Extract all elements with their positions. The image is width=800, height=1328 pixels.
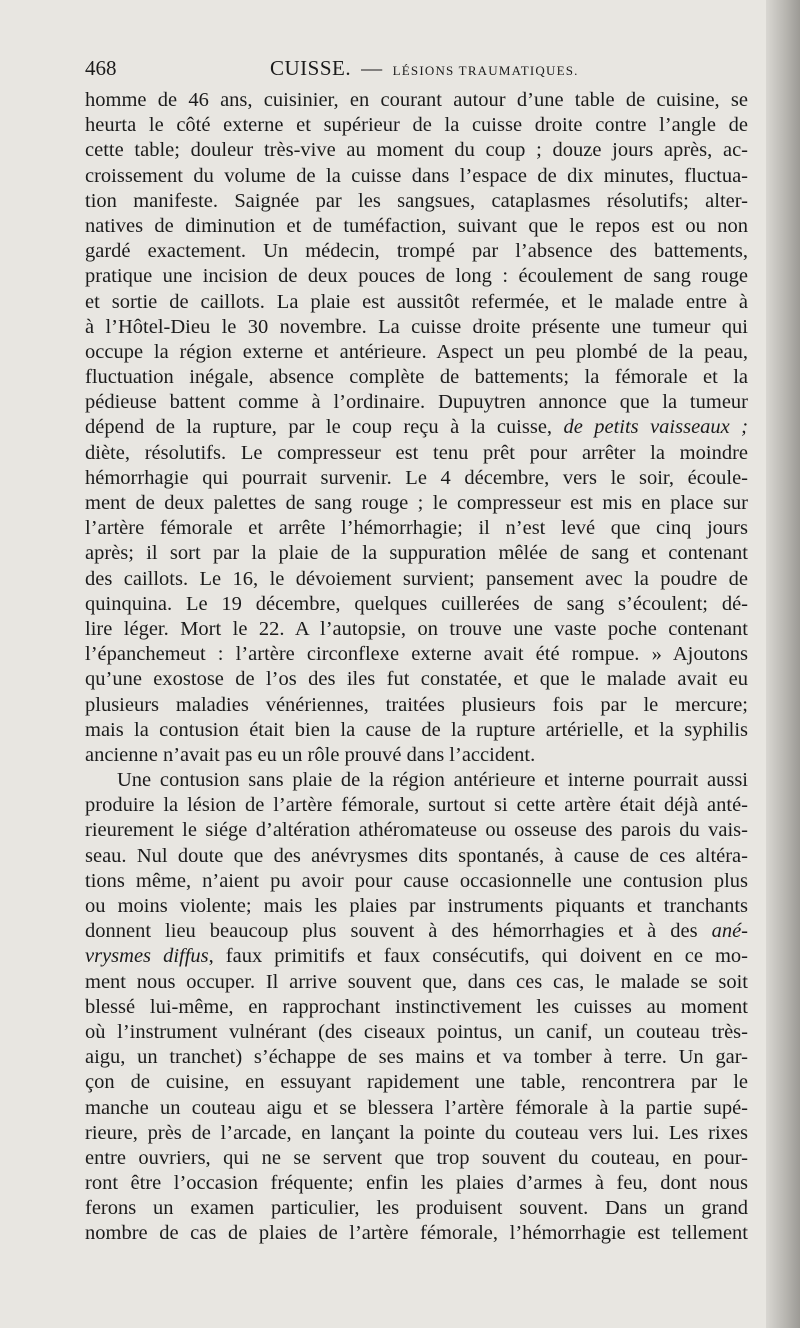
text-line: rieure, près de l’arcade, en lançant la pointe du couteau vers lui. Les rixes: [85, 1121, 748, 1144]
text-run: , faux primitifs et faux consécutifs, qui doivent en ce mo-: [208, 945, 748, 968]
text-line: cette table; douleur très-vive au moment du coup ; douze jours après, ac-: [85, 139, 748, 162]
text-line: à l’Hôtel-Dieu le 30 novembre. La cuisse droite présente une tumeur qui: [85, 315, 748, 338]
text-line: [85, 415, 748, 440]
text-line: ront être l’occasion fréquente; enfin les plaies d’armes à feu, dont nous: [85, 1172, 748, 1195]
text-line: ancienne n’avait pas eu un rôle prouvé dans l’accident.: [85, 743, 536, 766]
running-title-main: CUISSE.: [270, 56, 352, 80]
running-title: [270, 56, 579, 81]
text-line: ment de deux palettes de sang rouge ; le compresseur est mis en place sur: [85, 492, 748, 514]
text-line: occupe la région externe et antérieure. Aspect un peu plombé de la peau,: [85, 340, 748, 363]
text-line: pratique une incision de deux pouces de long : écoulement de sang rouge: [85, 265, 748, 288]
italic-run: de petits vaisseaux ;: [563, 416, 748, 439]
italic-run: vrysmes diffus: [85, 945, 209, 968]
text-line: natives de diminution et de tuméfaction, suivant que le repos est ou non: [85, 214, 748, 237]
text-line: rieurement le siége d’altération athéromateuse ou osseuse des parois du vais-: [85, 819, 748, 842]
text-line: où l’instrument vulnérant (des ciseaux pointus, un canif, un couteau très-: [85, 1020, 748, 1043]
text-line: après; il sort par la plaie de la suppuration mêlée de sang et contenant: [85, 542, 748, 565]
body-text: [85, 88, 748, 1247]
italic-run: ané-: [711, 920, 748, 943]
page-number: 468: [85, 56, 117, 80]
text-line: mais la contusion était bien la cause de la rupture artérielle, et la syphilis: [85, 718, 748, 741]
text-line: blessé lui-même, en rapprochant instinctivement les cuisses au moment: [85, 995, 748, 1018]
text-line: lire léger. Mort le 22. A l’autopsie, on trouve une vaste poche contenant: [85, 617, 748, 640]
text-line: l’artère fémorale et arrête l’hémorrhagie; il n’est levé que cinq jours: [85, 517, 748, 540]
text-line: fluctuation inégale, absence complète de battements; la fémorale et la: [85, 366, 748, 389]
text-line: ferons un examen particulier, les produisent souvent. Dans un grand: [85, 1197, 748, 1220]
text-line: qu’une exostose de l’os des iles fut constatée, et que le malade avait eu: [85, 668, 748, 691]
text-run: donnent lieu beaucoup plus souvent à des hémorrhagies et à des: [85, 920, 712, 943]
text-run: dépend de la rupture, par le coup reçu à la cuisse,: [85, 416, 564, 439]
text-line: pédieuse battent comme à l’ordinaire. Dupuytren annonce que la tumeur: [85, 391, 748, 414]
text-line: ou moins violente; mais les plaies par instruments piquants et tranchants: [85, 895, 748, 917]
text-line: [85, 919, 748, 944]
text-line: croissement du volume de la cuisse dans l’espace de dix minutes, fluctua-: [85, 164, 748, 187]
text-line: produire la lésion de l’artère fémorale, surtout si cette artère était déjà anté-: [85, 794, 748, 817]
text-line: Une contusion sans plaie de la région antérieure et interne pourrait aussi: [117, 769, 748, 792]
text-line: ment nous occuper. Il arrive souvent que, dans ces cas, le malade se soit: [85, 970, 748, 993]
page-edge-shadow: [766, 0, 800, 1328]
text-line: plusieurs maladies vénériennes, traitées plusieurs fois par le mercure;: [85, 693, 748, 716]
text-line: tions même, n’aient pu avoir pour cause occasionnelle une contusion plus: [85, 869, 748, 892]
text-line: quinquina. Le 19 décembre, quelques cuillerées de sang s’écoulent; dé-: [85, 592, 748, 615]
text-line: çon de cuisine, en essuyant rapidement une table, rencontrera par le: [85, 1071, 748, 1094]
text-line: manche un couteau aigu et se blessera l’artère fémorale à la partie supé-: [85, 1096, 748, 1119]
text-line: entre ouvriers, qui ne se servent que trop souvent du couteau, en pour-: [85, 1146, 748, 1169]
text-line: aigu, un tranchet) s’échappe de ses mains et va tomber à terre. Un gar-: [85, 1046, 748, 1069]
text-line: seau. Nul doute que des anévrysmes dits spontanés, à cause de ces altéra-: [85, 844, 748, 867]
text-line: diète, résolutifs. Le compresseur est tenu prêt pour arrêter la moindre: [85, 441, 748, 464]
running-head: [85, 56, 748, 86]
text-line: et sortie de caillots. La plaie est aussitôt refermée, et le malade entre à: [85, 290, 748, 313]
running-title-dash: —: [361, 56, 383, 80]
running-title-subtitle: LÉSIONS TRAUMATIQUES.: [392, 63, 579, 78]
text-line: gardé exactement. Un médecin, trompé par l’absence des battements,: [85, 240, 748, 263]
text-line: hémorrhagie qui pourrait survenir. Le 4 décembre, vers le soir, écoule-: [85, 466, 748, 489]
text-line: tion manifeste. Saignée par les sangsues, cataplasmes résolutifs; alter-: [85, 189, 748, 212]
text-line: l’épanchemeut : l’artère circonflexe externe avait été rompue. » Ajoutons: [85, 643, 748, 666]
text-line: homme de 46 ans, cuisinier, en courant autour d’une table de cuisine, se: [85, 89, 748, 111]
text-line: des caillots. Le 16, le dévoiement survient; pansement avec la poudre de: [85, 567, 748, 590]
text-line: nombre de cas de plaies de l’artère fémorale, l’hémorrhagie est tellement: [85, 1222, 748, 1245]
text-line: [85, 944, 748, 969]
text-line: heurta le côté externe et supérieur de la cuisse droite contre l’angle de: [85, 114, 748, 137]
